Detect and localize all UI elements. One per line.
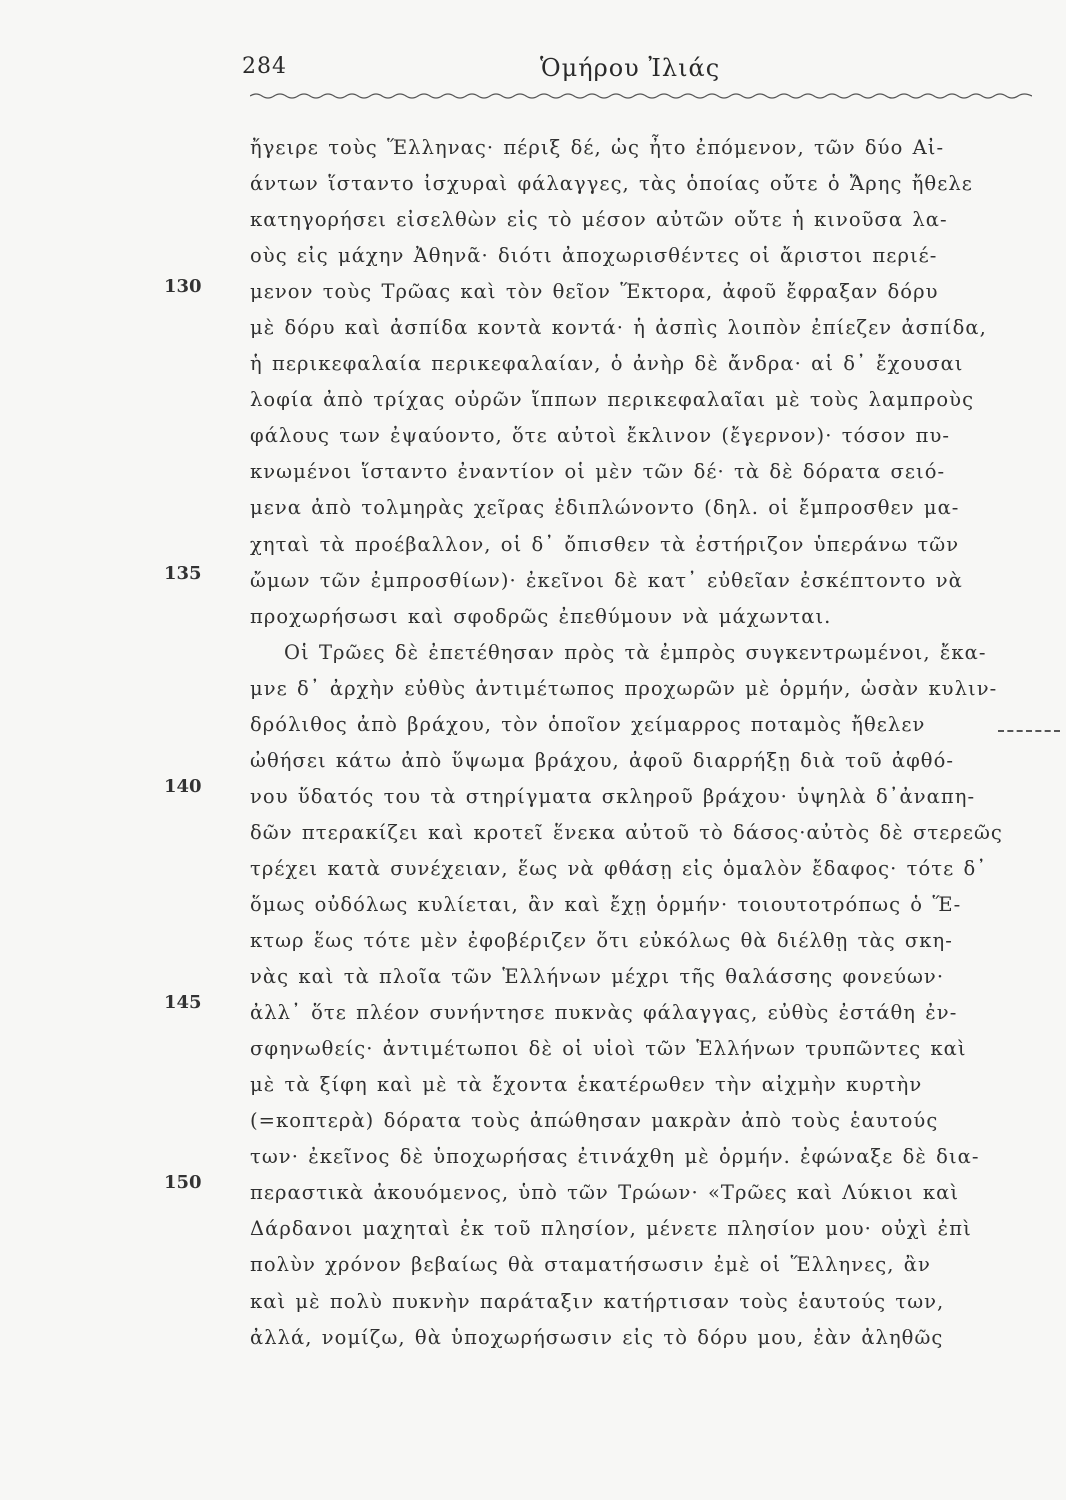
text-line: μὲ δόρυ καὶ ἀσπίδα κοντὰ κοντά· ἡ ἀσπὶς λοιπὸν ἐπίεζεν ἀσπίδα, [250, 316, 987, 340]
running-title: Ὁμήρου Ἰλιάς [540, 54, 721, 82]
text-line: Δάρδανοι μαχηταὶ ἐκ τοῦ πλησίον, μένετε πλησίον μου· οὐχὶ ἐπὶ [250, 1217, 972, 1241]
margin-line-numbers [0, 0, 220, 1500]
text-line: τρέχει κατὰ συνέχειαν, ἕως νὰ φθάσῃ εἰς ὁμαλὸν ἔδαφος· τότε δ᾽ [250, 856, 988, 880]
text-line: ἀλλά, νομίζω, θὰ ὑποχωρήσωσιν εἰς τὸ δόρυ μου, ἐὰν ἀληθῶς [250, 1325, 944, 1349]
paragraph-first-line: Οἱ Τρῶες δὲ ἐπετέθησαν πρὸς τὰ ἐμπρὸς συγκεντρωμένοι, ἔκα- [284, 640, 987, 664]
text-line: καὶ μὲ πολὺ πυκνὴν παράταξιν κατήρτισαν τοὺς ἑαυτούς των, [250, 1289, 945, 1313]
text-line: σφηνωθείς· ἀντιμέτωποι δὲ οἱ υἱοὶ τῶν Ἑλλήνων τρυπῶντες καὶ [250, 1037, 967, 1061]
line-number-135: 135 [164, 563, 202, 584]
text-line: λοφία ἀπὸ τρίχας οὐρῶν ἵππων περικεφαλαῖαι μὲ τοὺς λαμπροὺς [250, 388, 975, 412]
text-line: περαστικὰ ἀκουόμενος, ὑπὸ τῶν Τρώων· «Τρῶες καὶ Λύκιοι καὶ [250, 1181, 960, 1205]
text-line: νὰς καὶ τὰ πλοῖα τῶν Ἑλλήνων μέχρι τῆς θαλάσσης φονεύων· [250, 965, 945, 989]
text-line: προχωρήσωσι καὶ σφοδρῶς ἐπεθύμουν νὰ μάχωνται. [250, 604, 832, 628]
text-line: κνωμένοι ἵσταντο ἐναντίον οἱ μὲν τῶν δέ· τὰ δὲ δόρατα σειό- [250, 460, 946, 484]
text-line: ἤγειρε τοὺς Ἕλληνας· πέριξ δέ, ὡς ἦτο ἐπόμενον, τῶν δύο Αἰ- [250, 136, 945, 159]
text-line: μενα ἀπὸ τολμηρὰς χεῖρας ἐδιπλώνοντο (δηλ. οἱ ἔμπροσθεν μα- [250, 496, 960, 520]
text-line: μὲ τὰ ξίφη καὶ μὲ τὰ ἔχοντα ἑκατέρωθεν τὴν αἰχμὴν κυρτὴν [250, 1073, 923, 1097]
line-number-130: 130 [164, 276, 202, 297]
text-line: ὤμων τῶν ἐμπροσθίων)· ἐκεῖνοι δὲ κατ᾽ εὐθεῖαν ἐσκέπτοντο νὰ [250, 568, 963, 592]
text-line: ὅμως οὐδόλως κυλίεται, ἂν καὶ ἔχῃ ὁρμήν· τοιουτοτρόπως ὁ Ἕ- [250, 892, 962, 916]
text-line: ἡ περικεφαλαία περικεφαλαίαν, ὁ ἀνὴρ δὲ ἄνδρα· αἱ δ᾽ ἔχουσαι [250, 352, 964, 376]
text-line: ἀλλ᾽ ὅτε πλέον συνήντησε πυκνὰς φάλαγγας, εὐθὺς ἐστάθη ἐν- [250, 1001, 958, 1025]
text-line: νου ὕδατός του τὰ στηρίγματα σκληροῦ βράχου· ὑψηλὰ δ᾽ἀναπη- [250, 784, 976, 808]
line-number-140: 140 [164, 776, 202, 797]
text-line: δρόλιθος ἀπὸ βράχου, τὸν ὁποῖον χείμαρρος ποταμὸς ἤθελεν [250, 712, 926, 736]
text-line: κτωρ ἕως τότε μὲν ἐφοβέριζεν ὅτι εὐκόλως θὰ διέλθῃ τὰς σκη- [250, 929, 953, 953]
text-line: μενον τοὺς Τρῶας καὶ τὸν θεῖον Ἕκτορα, ἀφοῦ ἔφραξαν δόρυ [250, 280, 939, 304]
text-line: των· ἐκεῖνος δὲ ὑποχωρήσας ἐτινάχθη μὲ ὁρμήν. ἐφώναξε δὲ δια- [250, 1145, 980, 1169]
text-line: άντων ἵσταντο ἰσχυραὶ φάλαγγες, τὰς ὁποίας οὔτε ὁ Ἄρης ἤθελε [250, 172, 973, 196]
text-line: χηταὶ τὰ προέβαλλον, οἱ δ᾽ ὄπισθεν τὰ ἐστήριζον ὑπεράνω τῶν [250, 532, 960, 556]
text-line: δῶν πτερακίζει καὶ κροτεῖ ἕνεκα αὐτοῦ τὸ δάσος·αὐτὸς δὲ στερεῶς [250, 820, 1003, 844]
text-line: πολὺν χρόνον βεβαίως θὰ σταματήσωσιν ἐμὲ οἱ Ἕλληνες, ἂν [250, 1253, 931, 1277]
line-number-150: 150 [164, 1172, 202, 1193]
wavy-rule-divider [250, 90, 1032, 102]
margin-dash-mark [998, 730, 1060, 735]
text-line: φάλους των ἐψαύοντο, ὅτε αὐτοὶ ἔκλινον (ἔγερνον)· τόσον πυ- [250, 424, 951, 448]
text-line: (=κοπτερὰ) δόρατα τοὺς ἀπώθησαν μακρὰν ἀπὸ τοὺς ἑαυτούς [250, 1109, 939, 1133]
text-line: κατηγορήσει εἰσελθὼν εἰς τὸ μέσον αὐτῶν οὔτε ἡ κινοῦσα λα- [250, 208, 948, 232]
text-line: οὺς εἰς μάχην Ἀθηνᾶ· διότι ἀποχωρισθέντες οἱ ἄριστοι περιέ- [250, 244, 938, 268]
body-text [250, 130, 1042, 1356]
line-number-145: 145 [164, 992, 202, 1013]
text-line: ὠθήσει κάτω ἀπὸ ὕψωμα βράχου, ἀφοῦ διαρρήξῃ διὰ τοῦ ἀφθό- [250, 748, 955, 772]
page-number: 284 [242, 54, 287, 79]
text-line: μνε δ᾽ ἀρχὴν εὐθὺς ἀντιμέτωπος προχωρῶν μὲ ὁρμήν, ὡσὰν κυλιν- [250, 676, 998, 700]
